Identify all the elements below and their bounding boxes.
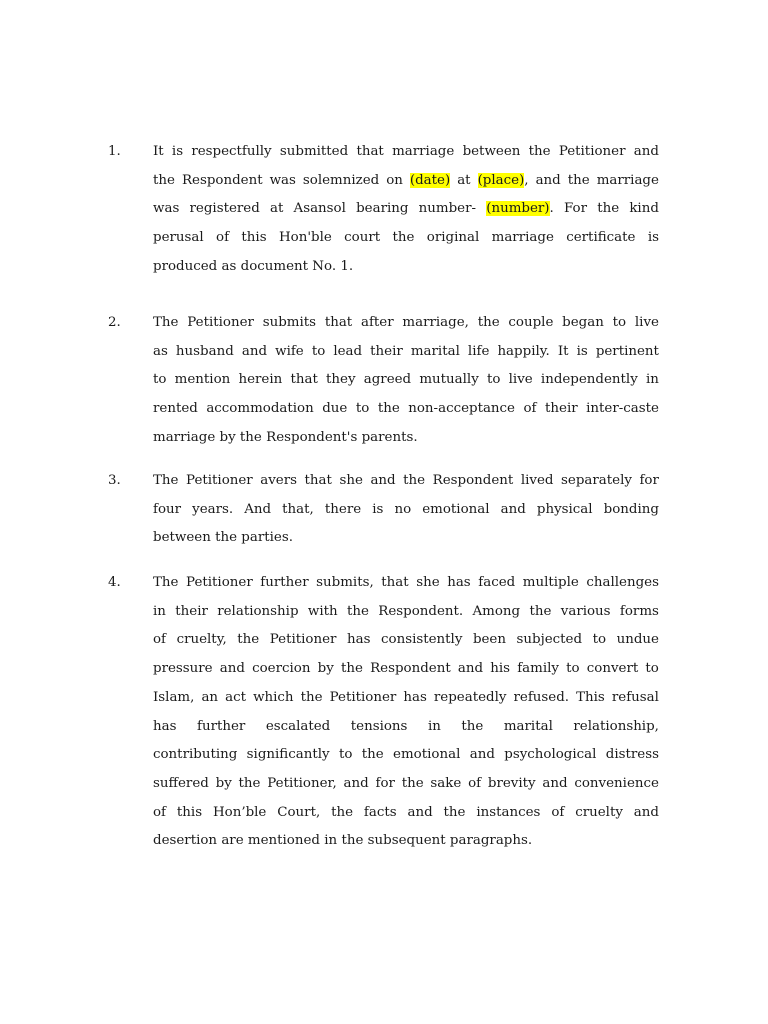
- word: marital: [503, 718, 553, 734]
- word: their: [175, 603, 208, 619]
- word: this: [241, 230, 267, 246]
- word: marriage,: [402, 315, 469, 330]
- word: bearing: [356, 201, 409, 217]
- word: to: [355, 401, 370, 417]
- word: subsequent: [367, 833, 446, 849]
- word: Petitioner: [186, 575, 253, 590]
- word: to: [311, 343, 326, 359]
- word: registered: [189, 201, 260, 217]
- word: It: [153, 144, 164, 159]
- word: mentioned: [247, 833, 320, 849]
- paragraph-line: [153, 144, 659, 160]
- word: undue: [616, 632, 659, 648]
- paragraph-line: [153, 747, 659, 763]
- word: forms: [619, 603, 659, 619]
- paragraph-line: [153, 173, 659, 189]
- word: and: [370, 473, 396, 488]
- word: Court,: [277, 804, 321, 820]
- word: emotional: [393, 747, 461, 763]
- word: Respondent: [181, 172, 263, 188]
- word: the: [377, 401, 400, 417]
- word: act: [225, 689, 246, 705]
- word: to: [566, 661, 580, 677]
- paragraph-line: [153, 661, 659, 677]
- word: bonding: [603, 501, 659, 517]
- word: was: [269, 172, 296, 188]
- word: various: [560, 603, 611, 619]
- word: and: [343, 775, 369, 791]
- word: as: [153, 343, 168, 359]
- word: lead: [333, 343, 363, 359]
- paragraph-line: [153, 502, 659, 518]
- word: refused.: [513, 689, 570, 705]
- word: faced: [478, 575, 516, 590]
- placeholder-highlight: (date): [409, 172, 451, 188]
- word: the: [443, 804, 466, 820]
- word: and: [457, 661, 484, 677]
- paragraph-number: 1.: [108, 144, 121, 159]
- word: to: [486, 372, 501, 388]
- word: is: [372, 501, 384, 517]
- word: and: [500, 501, 526, 517]
- word: further: [197, 718, 246, 734]
- word: submitted: [279, 144, 349, 159]
- word: consistently: [381, 632, 463, 648]
- word: It: [557, 343, 569, 359]
- paragraph-line: [153, 632, 659, 648]
- word: desertion: [153, 833, 218, 849]
- word: wife: [275, 343, 304, 359]
- word: after: [360, 315, 394, 330]
- word: court: [344, 230, 381, 246]
- word: the: [237, 632, 260, 648]
- word: agreed: [363, 372, 412, 388]
- word: the: [153, 172, 175, 188]
- word: distress: [605, 747, 659, 763]
- word: that: [356, 144, 384, 159]
- word: parties.: [241, 530, 293, 546]
- word: cruelty: [575, 804, 623, 820]
- paragraph-line: [153, 372, 659, 388]
- word: For: [563, 201, 587, 217]
- word: rented: [153, 401, 198, 417]
- paragraph-line: [153, 833, 659, 849]
- word: Petitioner,: [267, 775, 337, 791]
- word: live: [508, 372, 533, 388]
- word: significantly: [246, 747, 330, 763]
- word: original: [426, 230, 480, 246]
- word: the: [477, 315, 500, 330]
- word: with: [307, 603, 338, 619]
- placeholder-highlight: (number): [486, 201, 550, 217]
- word: and: [542, 775, 568, 791]
- word: of: [468, 775, 482, 791]
- word: facts: [363, 804, 397, 820]
- word: certificate: [566, 230, 636, 246]
- word: and: [633, 144, 659, 159]
- word: happily.: [497, 343, 550, 359]
- word: suffered: [153, 775, 209, 791]
- word: in: [153, 603, 166, 619]
- word: escalated: [265, 718, 331, 734]
- paragraph-line: [153, 430, 659, 446]
- word: herein: [238, 372, 283, 388]
- word: The: [153, 315, 179, 330]
- paragraph-line: [153, 259, 659, 275]
- word: Asansol: [293, 201, 346, 217]
- word: has: [447, 575, 471, 590]
- paragraph-number: 2.: [108, 315, 121, 330]
- paragraph-line: [153, 776, 659, 792]
- word: emotional: [422, 501, 490, 517]
- word: Hon’ble: [212, 804, 267, 820]
- word: non-acceptance: [408, 401, 515, 417]
- paragraph-line: [153, 315, 659, 331]
- word: tensions: [350, 718, 408, 734]
- word: and: [633, 804, 659, 820]
- word: the: [403, 473, 426, 488]
- word: further: [260, 575, 309, 590]
- word: submits: [262, 315, 317, 330]
- word: began: [562, 315, 604, 330]
- word: and: [241, 343, 268, 359]
- word: by: [215, 775, 232, 791]
- paragraph-line: [153, 575, 659, 591]
- word: mutually: [419, 372, 479, 388]
- word: to: [592, 632, 607, 648]
- word: the: [567, 172, 590, 188]
- paragraph-number: 3.: [108, 473, 121, 488]
- word: their: [370, 343, 403, 359]
- placeholder-highlight-word: [410, 173, 450, 189]
- word: marriage: [596, 172, 659, 188]
- word: 1.: [340, 258, 354, 274]
- word: This: [576, 689, 605, 705]
- word: has: [403, 689, 427, 705]
- paragraph-line: [153, 719, 659, 735]
- word: the: [331, 804, 354, 820]
- word: the: [597, 201, 620, 217]
- word: the: [340, 661, 363, 677]
- word: lived: [520, 473, 554, 488]
- word: the: [361, 747, 384, 763]
- word: of: [551, 804, 565, 820]
- word: independently: [540, 372, 638, 388]
- paragraph-line: [153, 401, 659, 417]
- word: been: [472, 632, 506, 648]
- word: there: [324, 501, 362, 517]
- word: this: [176, 804, 203, 820]
- word: has: [153, 718, 177, 734]
- word: which: [253, 689, 294, 705]
- word: they: [326, 372, 356, 388]
- word: Islam,: [153, 689, 195, 705]
- placeholder-highlight-word: (number).: [486, 201, 554, 217]
- word: that: [290, 372, 318, 388]
- word: contributing: [153, 747, 238, 763]
- word: for: [639, 473, 659, 488]
- paragraph-line: [153, 805, 659, 821]
- word: on: [386, 172, 403, 188]
- word: of: [153, 632, 167, 648]
- paragraph-line: [153, 473, 659, 489]
- word: life: [467, 343, 490, 359]
- word: physical: [536, 501, 593, 517]
- word: are: [221, 833, 244, 849]
- word: in: [645, 372, 659, 388]
- word: submits,: [316, 575, 374, 590]
- word: the: [528, 144, 551, 159]
- word: and: [535, 172, 561, 188]
- word: separately: [561, 473, 632, 488]
- word: at: [269, 201, 284, 217]
- word: The: [153, 473, 179, 488]
- word: to: [153, 372, 167, 388]
- word: couple: [508, 315, 554, 330]
- word: Respondent's: [266, 429, 358, 445]
- word: and: [219, 661, 245, 677]
- word: repeatedly: [433, 689, 507, 705]
- word: cruelty,: [176, 632, 227, 648]
- word: of: [153, 804, 167, 820]
- word: to: [612, 315, 627, 330]
- word: respectfully: [191, 144, 272, 159]
- word: that: [381, 575, 409, 590]
- word: to: [338, 747, 353, 763]
- word: in: [324, 833, 338, 849]
- word: Petitioner: [269, 632, 337, 648]
- word: kind: [629, 201, 659, 217]
- word: the: [215, 530, 238, 546]
- word: avers: [260, 473, 297, 488]
- word: an: [201, 689, 219, 705]
- word: husband: [175, 343, 234, 359]
- word: to: [645, 661, 659, 677]
- word: between: [462, 144, 521, 159]
- word: inter-caste: [586, 401, 659, 417]
- word: of: [216, 230, 230, 246]
- paragraph-line: [153, 230, 659, 246]
- word: challenges: [586, 575, 659, 590]
- word: that: [324, 315, 353, 330]
- word: by: [317, 661, 334, 677]
- word: she: [339, 473, 363, 488]
- paragraph-line: [153, 530, 659, 546]
- word: solemnized: [302, 172, 380, 188]
- word: in: [427, 718, 441, 734]
- word: is: [576, 343, 588, 359]
- placeholder-highlight: (place): [477, 172, 525, 188]
- word: pertinent: [595, 343, 659, 359]
- word: and: [407, 804, 433, 820]
- word: instances: [476, 804, 541, 820]
- paragraph-line: [153, 690, 659, 706]
- word: no: [394, 501, 412, 517]
- word: mention: [174, 372, 231, 388]
- paragraph-number: 4.: [108, 575, 121, 590]
- word: between: [153, 530, 211, 546]
- word: his: [490, 661, 511, 677]
- word: that: [304, 473, 332, 488]
- word: convert: [586, 661, 639, 677]
- word: that,: [282, 501, 314, 517]
- placeholder-highlight-word: (place),: [477, 172, 529, 188]
- word: the: [461, 718, 484, 734]
- word: at: [457, 172, 471, 188]
- word: is: [171, 144, 184, 159]
- word: subjected: [516, 632, 583, 648]
- paragraph-line: [153, 344, 659, 360]
- word: number-: [418, 201, 477, 217]
- word: parents.: [361, 429, 418, 445]
- word: And: [244, 501, 272, 517]
- paragraph-line: [153, 604, 659, 620]
- word: marital: [410, 343, 460, 359]
- word: the: [346, 603, 369, 619]
- word: the: [529, 603, 552, 619]
- word: four: [153, 501, 182, 517]
- word: for: [375, 775, 395, 791]
- word: Respondent.: [378, 603, 464, 619]
- word: marriage: [491, 230, 554, 246]
- word: coercion: [252, 661, 311, 677]
- word: Petitioner: [186, 473, 253, 488]
- word: marriage: [153, 429, 216, 445]
- word: their: [545, 401, 578, 417]
- word: psychological: [504, 747, 597, 763]
- word: Petitioner: [558, 144, 626, 159]
- word: perusal: [153, 230, 204, 246]
- word: Petitioner: [187, 315, 254, 330]
- word: Respondent: [370, 661, 451, 677]
- word: family: [517, 661, 559, 677]
- word: has: [346, 632, 371, 648]
- word: marriage: [392, 144, 455, 159]
- paragraph-line: [153, 201, 659, 217]
- word: refusal: [611, 689, 659, 705]
- word: the: [238, 775, 261, 791]
- word: of: [523, 401, 537, 417]
- word: sake: [430, 775, 462, 791]
- word: Hon'ble: [278, 230, 332, 246]
- word: she: [416, 575, 440, 590]
- word: convenience: [574, 775, 659, 791]
- word: brevity: [487, 775, 536, 791]
- word: relationship,: [573, 718, 659, 734]
- word: as: [221, 258, 237, 274]
- word: Respondent: [432, 473, 514, 488]
- word: the: [341, 833, 364, 849]
- word: the: [392, 230, 415, 246]
- word: paragraphs.: [449, 833, 533, 849]
- word: document: [240, 258, 309, 274]
- word: the: [300, 689, 323, 705]
- word: live: [634, 315, 659, 330]
- word: Among: [472, 603, 521, 619]
- word: the: [239, 429, 262, 445]
- word: the: [401, 775, 424, 791]
- word: and: [469, 747, 495, 763]
- word: multiple: [522, 575, 579, 590]
- word: Petitioner: [329, 689, 397, 705]
- word: produced: [153, 258, 218, 274]
- word: is: [647, 230, 659, 246]
- word: accommodation: [206, 401, 314, 417]
- word: due: [322, 401, 348, 417]
- word: pressure: [153, 661, 213, 677]
- word: was: [153, 201, 180, 217]
- word: The: [153, 575, 179, 590]
- word: No.: [312, 258, 337, 274]
- word: by: [219, 429, 236, 445]
- word: relationship: [217, 603, 299, 619]
- word: years.: [192, 501, 234, 517]
